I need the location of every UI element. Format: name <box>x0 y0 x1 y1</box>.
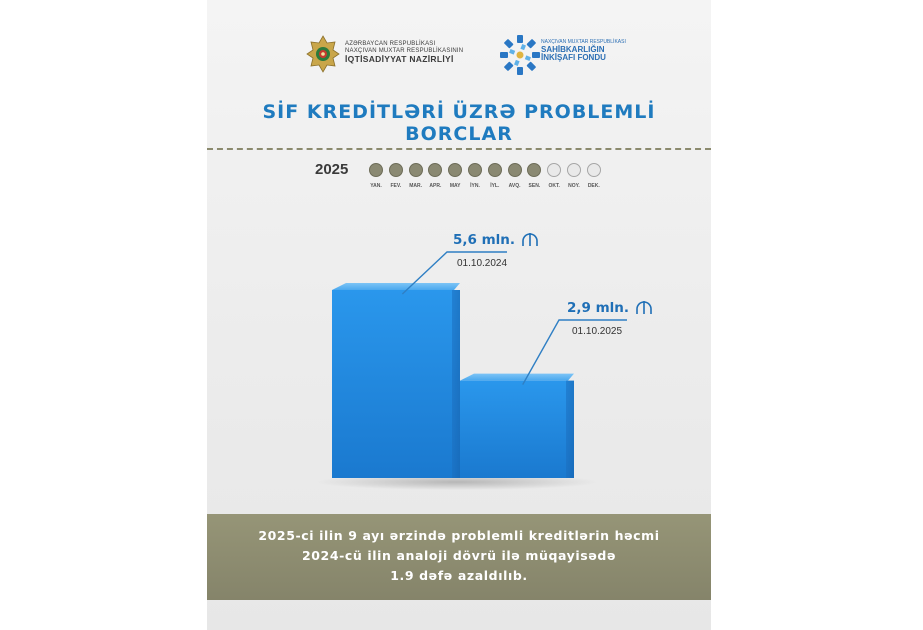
month-label: APR. <box>429 183 442 189</box>
month-dot <box>567 163 581 177</box>
fund-logo-line2: SAHİBKARLIĞIN <box>541 44 605 54</box>
page-title: SİF KREDİTLƏRİ ÜZRƏ PROBLEMLİ BORCLAR <box>262 101 656 145</box>
timeline-year: 2025 <box>315 161 349 178</box>
month-label: FEV. <box>390 183 402 189</box>
fund-logo-line3: İNKİŞAFI FONDU <box>541 53 606 63</box>
month-dot <box>409 163 423 177</box>
ministry-logo-line2: NAXÇIVAN MUXTAR RESPUBLİKASININ <box>345 47 464 54</box>
fund-logo <box>499 32 649 78</box>
summary-line-3: 1.9 dəfə azaldılıb. <box>390 568 528 583</box>
value-label: 2,9 mln. <box>567 300 630 316</box>
manat-icon <box>637 301 651 314</box>
state-emblem-icon <box>305 34 341 74</box>
month-label: NOY. <box>568 183 580 189</box>
month-label: YAN. <box>370 183 382 189</box>
month-marker <box>525 163 543 189</box>
month-dot <box>527 163 541 177</box>
bar-1 <box>332 283 460 478</box>
ministry-logo <box>305 34 465 74</box>
bar-front <box>460 381 574 478</box>
month-dot <box>468 163 482 177</box>
fund-flower-icon <box>499 32 541 78</box>
bar-chart <box>207 200 711 500</box>
month-dot <box>508 163 522 177</box>
summary-line-1: 2025-ci ilin 9 ayı ərzində problemli kreditlərin həcmi <box>258 528 660 543</box>
fund-logo-line1: NAXÇIVAN MUXTAR RESPUBLİKASI <box>541 39 626 45</box>
date-label: 01.10.2025 <box>572 326 623 337</box>
month-label: OKT. <box>548 183 560 189</box>
manat-icon <box>523 233 537 246</box>
month-marker <box>367 163 385 189</box>
bar-side <box>452 290 460 478</box>
date-label: 01.10.2024 <box>457 258 508 269</box>
month-label: SEN. <box>528 183 541 189</box>
dashed-divider <box>207 148 711 150</box>
summary-banner <box>207 514 711 600</box>
month-marker <box>545 163 563 189</box>
month-marker <box>565 163 583 189</box>
month-dot <box>389 163 403 177</box>
month-label: DEK. <box>587 183 600 189</box>
month-dot <box>587 163 601 177</box>
infographic-poster <box>207 0 711 630</box>
ministry-logo-line1: AZƏRBAYCAN RESPUBLİKASI <box>345 41 436 47</box>
month-dot <box>369 163 383 177</box>
month-marker <box>426 163 444 189</box>
bar-top <box>332 283 460 290</box>
month-dot <box>547 163 561 177</box>
month-marker <box>387 163 405 189</box>
month-dot <box>428 163 442 177</box>
month-label: MAR. <box>409 183 422 189</box>
month-marker <box>407 163 425 189</box>
bar-top <box>460 374 574 381</box>
bar-front <box>332 290 460 478</box>
bar-2 <box>460 374 574 478</box>
ministry-logo-line3: İQTİSADİYYAT NAZİRLİYİ <box>345 53 454 64</box>
month-marker <box>446 163 464 189</box>
month-marker <box>585 163 603 189</box>
month-marker <box>506 163 524 189</box>
month-label: AVQ. <box>508 183 521 189</box>
month-marker <box>466 163 484 189</box>
month-dot <box>488 163 502 177</box>
value-label: 5,6 mln. <box>453 232 516 248</box>
month-marker <box>486 163 504 189</box>
month-dot <box>448 163 462 177</box>
month-label: MAY <box>449 183 461 189</box>
month-label: İYN. <box>470 183 480 189</box>
month-label: İYL. <box>490 183 500 189</box>
summary-line-2: 2024-cü ilin analoji dövrü ilə müqayisədə <box>301 548 617 563</box>
bar-side <box>566 381 574 478</box>
